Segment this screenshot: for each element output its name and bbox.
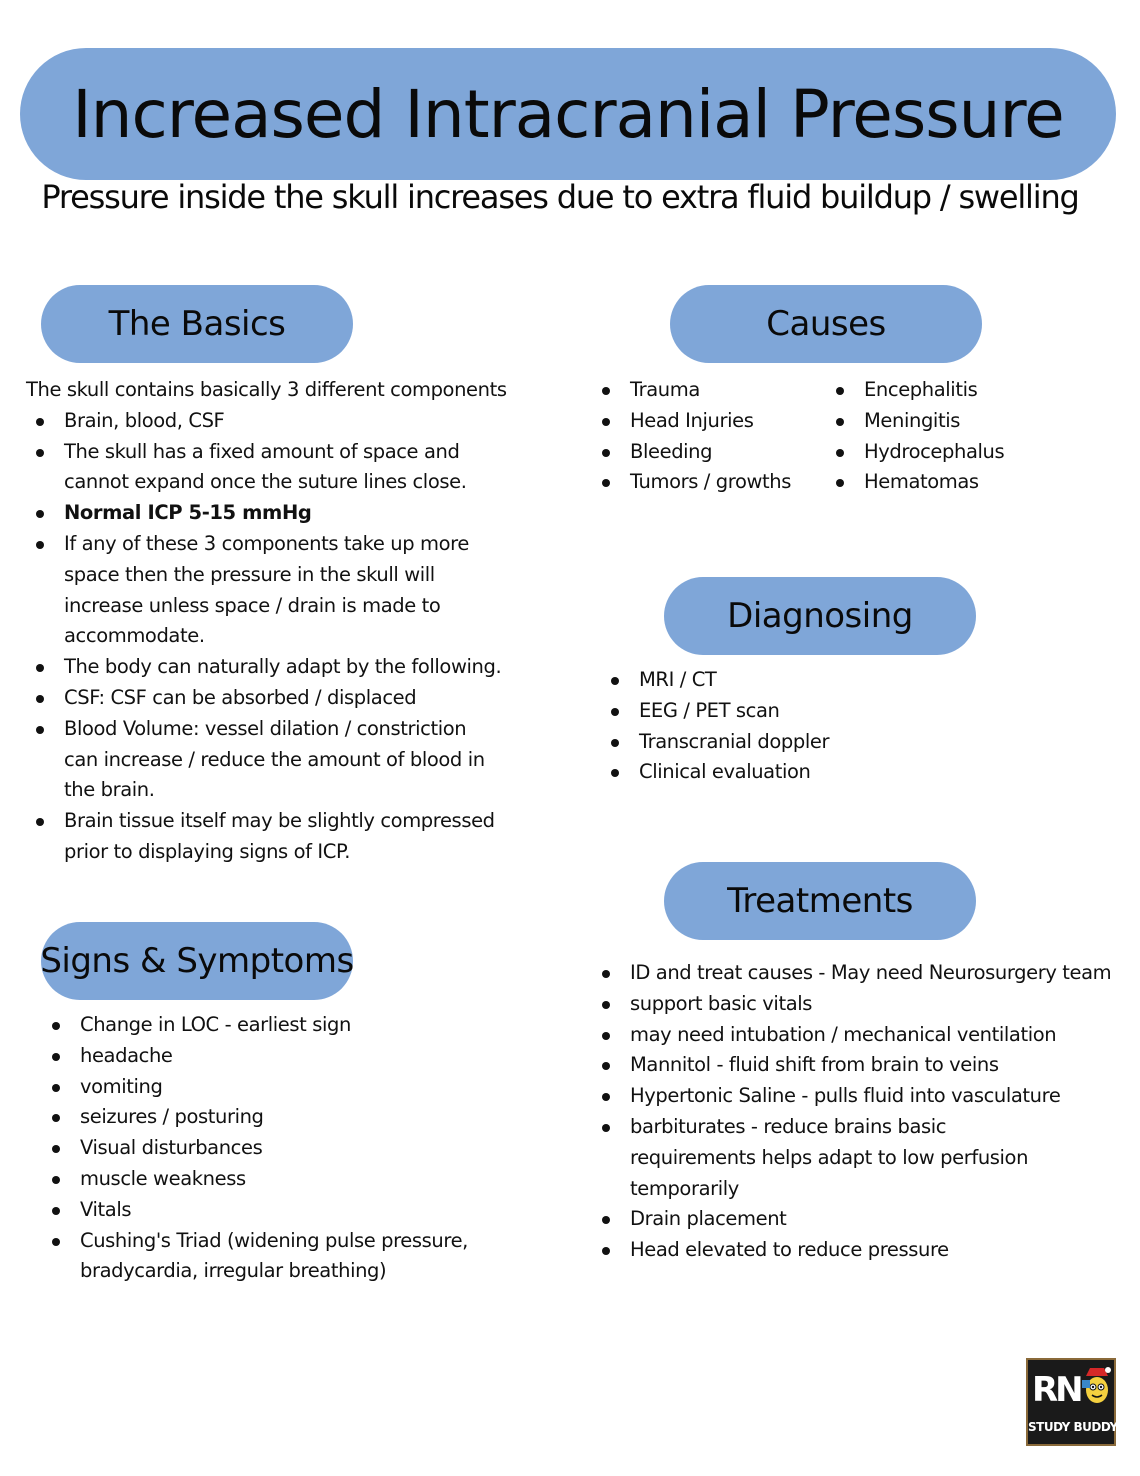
- list-item: Drain placement: [592, 1204, 1112, 1235]
- signs-list: [42, 1010, 512, 1287]
- diagnosing-heading: Diagnosing: [727, 596, 913, 636]
- list-item: Bleeding: [592, 437, 822, 468]
- list-item: Blood Volume: vessel dilation / constriction can increase / reduce the amount of blood in the brain.: [26, 714, 504, 806]
- diagnosing-heading-pill: [664, 577, 976, 655]
- basics-intro: The skull contains basically 3 different components: [26, 378, 507, 401]
- list-item: Head Injuries: [592, 406, 822, 437]
- list-item: Vitals: [42, 1195, 512, 1226]
- treatments-heading: Treatments: [727, 881, 913, 921]
- list-item: Encephalitis: [826, 375, 1056, 406]
- signs-heading: Signs & Symptoms: [40, 941, 354, 981]
- list-item: Visual disturbances: [42, 1133, 512, 1164]
- diagnosing-section: [601, 665, 1021, 788]
- list-item: Hypertonic Saline - pulls fluid into vasculature: [592, 1081, 1112, 1112]
- treatments-section: [592, 958, 1112, 1266]
- signs-heading-pill: [41, 922, 353, 1000]
- list-item: MRI / CT: [601, 665, 1021, 696]
- list-item: ID and treat causes - May need Neurosurgery team: [592, 958, 1112, 989]
- causes-list-2: [826, 375, 1056, 498]
- list-item: Hematomas: [826, 467, 1056, 498]
- basics-heading-pill: [41, 285, 353, 363]
- list-item: If any of these 3 components take up more space then the pressure in the skull will increase unless space / drain is made to accommodate.: [26, 529, 504, 652]
- page-title: Increased Intracranial Pressure: [72, 75, 1064, 153]
- diagnosing-list: [601, 665, 1021, 788]
- list-item: Tumors / growths: [592, 467, 822, 498]
- basics-section: [26, 375, 507, 868]
- list-item: Brain tissue itself may be slightly compressed prior to displaying signs of ICP.: [26, 806, 504, 868]
- list-item: CSF: CSF can be absorbed / displaced: [26, 683, 504, 714]
- causes-column-2: [826, 375, 1056, 498]
- list-item: Brain, blood, CSF: [26, 406, 504, 437]
- treatments-heading-pill: [664, 862, 976, 940]
- list-item: Mannitol - fluid shift from brain to veins: [592, 1050, 1112, 1081]
- basics-list: [26, 406, 504, 868]
- pencil-mascot-icon: [1080, 1366, 1114, 1410]
- causes-column-1: [592, 375, 822, 498]
- list-item: The body can naturally adapt by the following.: [26, 652, 504, 683]
- list-item: The skull has a fixed amount of space and cannot expand once the suture lines close.: [26, 437, 504, 499]
- list-item: Hydrocephalus: [826, 437, 1056, 468]
- page-subtitle: Pressure inside the skull increases due to extra fluid buildup / swelling: [41, 178, 1079, 216]
- list-item: Cushing's Triad (widening pulse pressure, bradycardia, irregular breathing): [42, 1226, 512, 1288]
- list-item: headache: [42, 1041, 512, 1072]
- list-item: Clinical evaluation: [601, 757, 1021, 788]
- list-item: EEG / PET scan: [601, 696, 1021, 727]
- list-item: Trauma: [592, 375, 822, 406]
- title-banner: [20, 48, 1116, 180]
- logo-rn-text: RN: [1032, 1370, 1081, 1410]
- logo-study-buddy-text: STUDY BUDDY: [1028, 1420, 1118, 1434]
- list-item: support basic vitals: [592, 989, 1112, 1020]
- causes-list-1: [592, 375, 822, 498]
- rn-study-buddy-logo: [1026, 1358, 1116, 1446]
- list-item: Normal ICP 5-15 mmHg: [26, 498, 504, 529]
- list-item: barbiturates - reduce brains basic requirements helps adapt to low perfusion temporarily: [592, 1112, 1062, 1204]
- causes-heading-pill: [670, 285, 982, 363]
- list-item: Transcranial doppler: [601, 727, 1021, 758]
- treatments-list: [592, 958, 1112, 1266]
- list-item: vomiting: [42, 1072, 512, 1103]
- causes-heading: Causes: [766, 304, 886, 344]
- list-item: seizures / posturing: [42, 1102, 512, 1133]
- list-item: Head elevated to reduce pressure: [592, 1235, 1112, 1266]
- list-item: muscle weakness: [42, 1164, 512, 1195]
- basics-heading: The Basics: [108, 304, 286, 344]
- list-item: Change in LOC - earliest sign: [42, 1010, 512, 1041]
- list-item: may need intubation / mechanical ventilation: [592, 1020, 1112, 1051]
- signs-section: [42, 1010, 512, 1287]
- list-item: Meningitis: [826, 406, 1056, 437]
